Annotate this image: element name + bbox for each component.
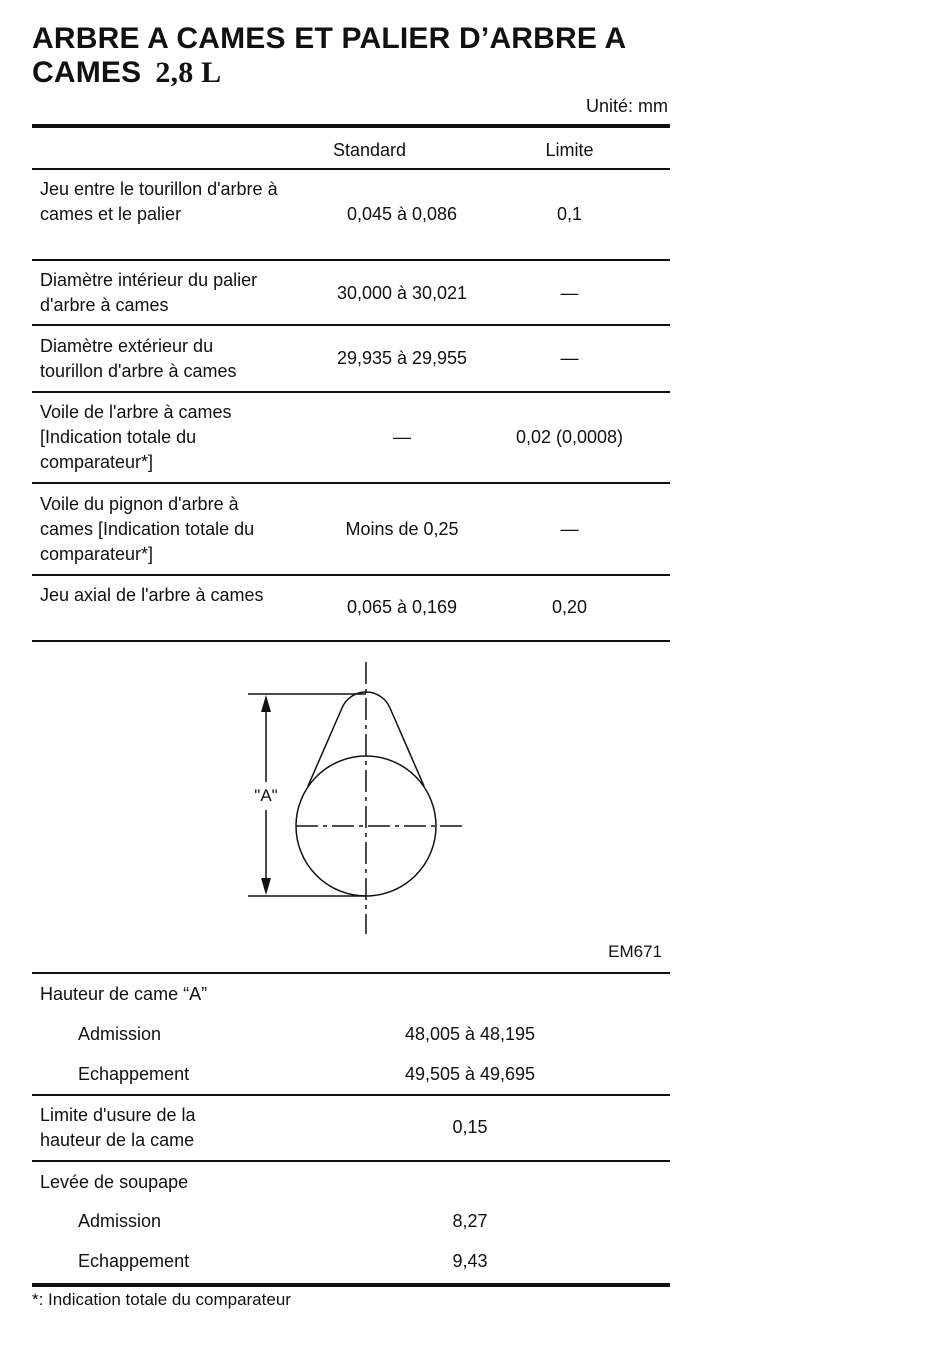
row-limit: 0,02 (0,0008) <box>515 427 624 447</box>
row-divider <box>32 391 670 393</box>
row-standard: 0,045 à 0,086 <box>346 204 458 224</box>
wear-limit-label: Limite d'usure de la hauteur de la came <box>40 1105 196 1150</box>
table-row <box>32 177 670 257</box>
row-limit: — <box>560 283 579 303</box>
row-divider <box>32 482 670 484</box>
cam-profile-drawing <box>240 660 480 940</box>
table-row <box>32 583 670 638</box>
row-standard: Moins de 0,25 <box>345 519 459 539</box>
valve-lift-exhaust-label: Echappement <box>78 1251 190 1271</box>
title-line-2: CAMES <box>32 56 142 89</box>
row-label: Diamètre extérieur du tourillon d'arbre à cames <box>40 336 237 381</box>
cam-height-exhaust-label: Echappement <box>78 1064 190 1084</box>
row-standard: — <box>393 427 411 447</box>
arrow-up-icon <box>261 695 271 712</box>
row-standard: 30,000 à 30,021 <box>336 283 468 303</box>
row-limit: — <box>560 348 579 368</box>
cam-diagram <box>240 660 480 945</box>
row-divider <box>32 259 670 261</box>
row-limit: 0,20 <box>551 597 588 617</box>
table-row <box>32 492 670 572</box>
table-row <box>32 268 670 323</box>
cam-height-label: Hauteur de came “A” <box>40 984 208 1004</box>
figure-code: EM671 <box>608 942 662 961</box>
title-line-1: ARBRE A CAMES ET PALIER D’ARBRE A <box>32 22 627 55</box>
row-label: Jeu axial de l'arbre à cames <box>40 585 264 605</box>
wear-limit-value: 0,15 <box>452 1117 488 1137</box>
cam-height-intake-label: Admission <box>78 1024 162 1044</box>
row-standard: 0,065 à 0,169 <box>346 597 458 617</box>
row-label: Jeu entre le tourillon d'arbre à cames et le palier <box>40 179 278 224</box>
row-limit: 0,1 <box>556 204 583 224</box>
row-divider <box>32 1160 670 1162</box>
row-label: Voile du pignon d'arbre à cames [Indication totale du comparateur*] <box>40 494 255 564</box>
valve-lift-label: Levée de soupape <box>40 1172 189 1192</box>
cam-height-intake-value: 48,005 à 48,195 <box>404 1024 536 1044</box>
row-divider <box>32 574 670 576</box>
unit-label: Unité: mm <box>585 96 668 116</box>
title-engine-size: 2,8 L <box>155 56 222 89</box>
row-divider <box>32 168 670 170</box>
footnote: *: Indication totale du comparateur <box>32 1290 291 1309</box>
row-divider <box>32 324 670 326</box>
valve-lift-intake-value: 8,27 <box>452 1211 488 1231</box>
valve-lift-intake-label: Admission <box>78 1211 162 1231</box>
cam-height-exhaust-value: 49,505 à 49,695 <box>404 1064 536 1084</box>
valve-lift-exhaust-value: 9,43 <box>452 1251 488 1271</box>
table-top-rule <box>32 972 670 974</box>
header-standard: Standard <box>332 140 407 160</box>
dimension-label: "A" <box>254 786 278 805</box>
page-title <box>32 22 626 90</box>
header-limit: Limite <box>545 140 594 160</box>
row-label: Voile de l'arbre à cames [Indication totale du comparateur*] <box>40 402 232 472</box>
row-standard: 29,935 à 29,955 <box>336 348 468 368</box>
row-label: Diamètre intérieur du palier d'arbre à cames <box>40 270 258 315</box>
arrow-down-icon <box>261 878 271 895</box>
table-row <box>32 334 670 389</box>
table-bottom-rule <box>32 640 670 642</box>
table-bottom-rule <box>32 1283 670 1287</box>
row-divider <box>32 1094 670 1096</box>
row-limit: — <box>560 519 579 539</box>
table-top-rule <box>32 124 670 128</box>
table-row <box>32 400 670 480</box>
